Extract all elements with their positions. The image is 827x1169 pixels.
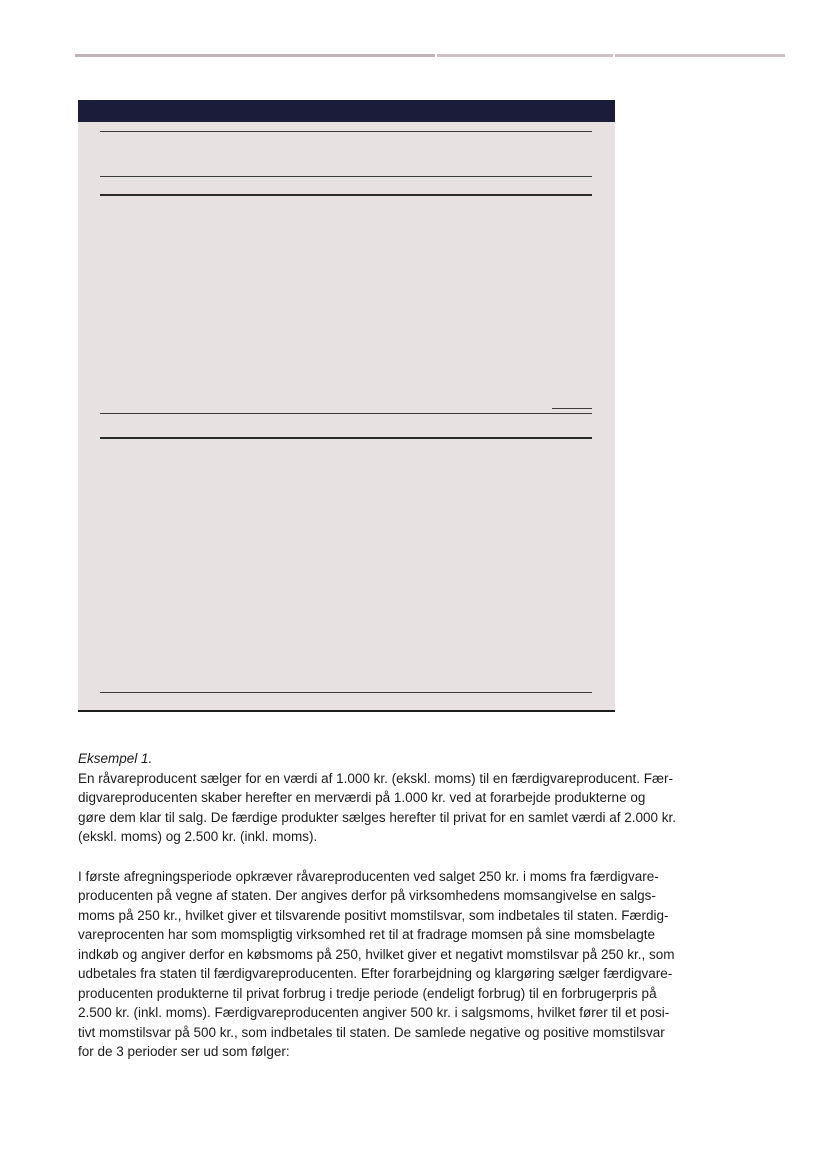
text-line: for de 3 perioder ser ud som følger: — [78, 1044, 290, 1059]
figure-header-bar — [78, 100, 615, 122]
paragraph-2 — [78, 867, 675, 1062]
text-line: tivt momstilsvar på 500 kr., som indbetales til staten. De samlede negative og positive momstilsvar — [78, 1024, 665, 1040]
top-rule-segment — [615, 54, 785, 57]
text-line: moms på 250 kr., hvilket giver et tilsvarende positivt momstilsvar, som indbetales til staten. Færdig- — [78, 907, 669, 923]
text-line: 2.500 kr. (inkl. moms). Færdigvareproducenten angiver 500 kr. i salgsmoms, hvilket fører til et posi- — [78, 1005, 670, 1020]
figure-rule — [100, 176, 592, 177]
figure-rule-bold — [100, 194, 592, 196]
text-line: vareprocenten har som momspligtig virksomhed ret til at fradrage momsen på sine momsbelagte — [78, 927, 656, 942]
text-line: producenten produkterne til privat forbrug i tredje periode (endeligt forbrug) til en forbrugerpris på — [78, 985, 657, 1001]
top-rule-segment — [75, 54, 435, 57]
text-line: En råvareproducent sælger for en værdi af 1.000 kr. (ekskl. moms) til en færdigvareproducent. Fær- — [78, 770, 673, 786]
text-line: udbetales fra staten til færdigvareproducenten. Efter forarbejdning og klargøring sælger færdigvare- — [78, 966, 673, 981]
top-rule-segment — [437, 54, 613, 57]
figure-rule-bold — [100, 437, 592, 439]
body-text — [78, 749, 677, 1062]
figure-bottom-rule — [78, 710, 615, 712]
figure-rule — [100, 131, 592, 132]
text-line: I første afregningsperiode opkræver råvareproducenten ved salget 250 kr. i moms fra færdigvare- — [78, 868, 659, 884]
figure-rule-short — [552, 408, 592, 409]
figure-box — [78, 100, 615, 712]
page-top-rule — [75, 54, 785, 57]
figure-rule — [100, 413, 592, 414]
text-line: gøre dem klar til salg. De færdige produkter sælges herefter til privat for en samlet værdi af 2.000 kr. — [78, 809, 677, 825]
text-line: digvareproducenten skaber herefter en merværdi på 1.000 kr. ved at forarbejde produkterne og — [78, 790, 646, 805]
example-heading: Eksempel 1. — [78, 751, 153, 766]
text-line: indkøb og angiver derfor en købsmoms på 250, hvilket giver et negativt momstilsvar på 250 kr., som — [78, 946, 675, 962]
text-line: (ekskl. moms) og 2.500 kr. (inkl. moms). — [78, 829, 318, 844]
paragraph-1 — [78, 769, 677, 847]
figure-rule — [100, 692, 592, 693]
text-line: producenten på vegne af staten. Der angives derfor på virksomhedens momsangivelse en salgs- — [78, 888, 656, 903]
figure-body — [78, 122, 615, 710]
